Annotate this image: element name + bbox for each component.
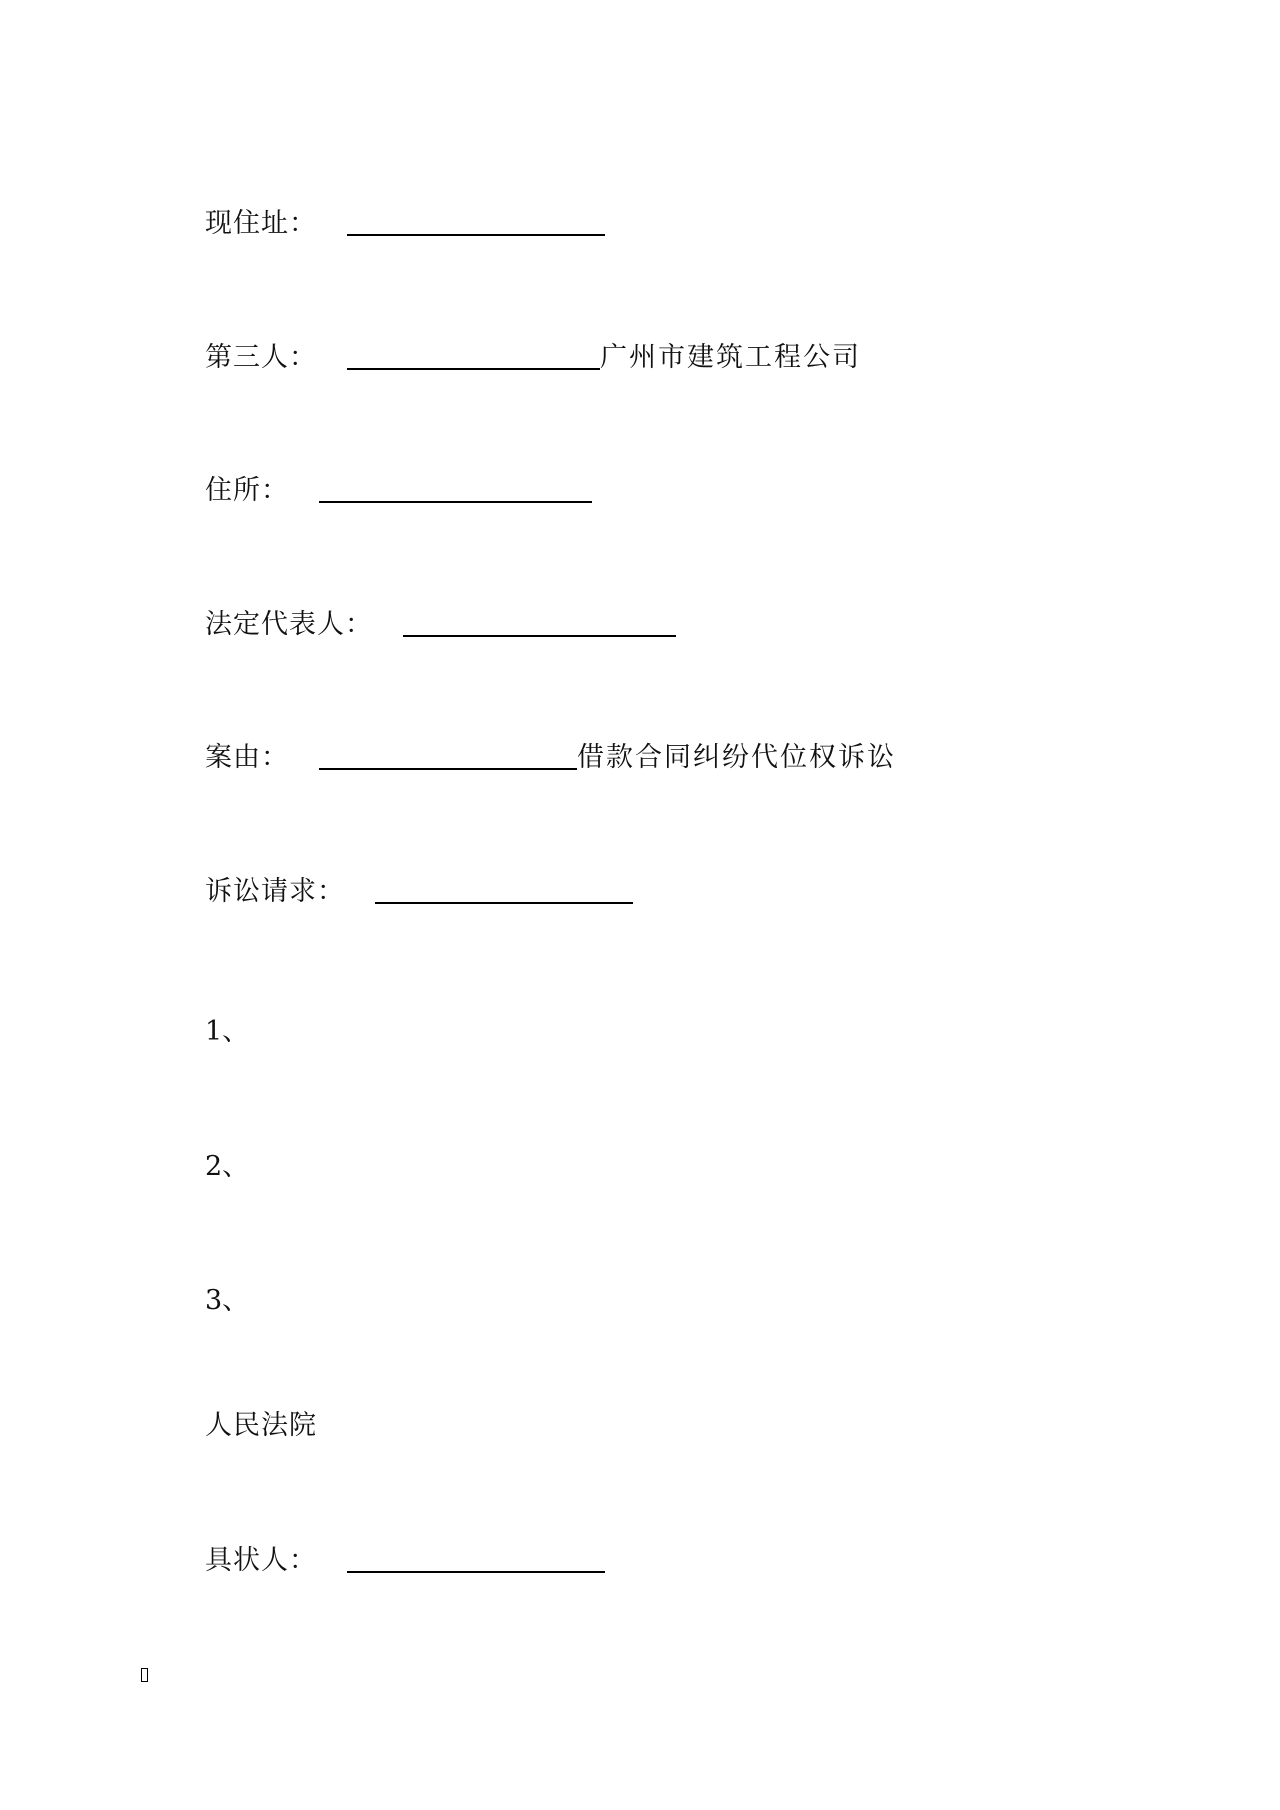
- claims-label: 诉讼请求：: [205, 876, 345, 907]
- domicile-label: 住所：: [205, 475, 289, 506]
- cause-of-action-blank[interactable]: [319, 768, 577, 770]
- third-party-value: 广州市建筑工程公司: [600, 342, 861, 373]
- plaintiff-signature-row: [205, 1537, 605, 1577]
- legal-representative-blank[interactable]: [403, 635, 676, 637]
- third-party-blank[interactable]: [347, 368, 600, 370]
- plaintiff-signature-blank[interactable]: [347, 1571, 605, 1573]
- court-row: [205, 1402, 317, 1442]
- claim-item-3: 3、: [205, 1285, 250, 1316]
- cause-of-action-label: 案由：: [205, 742, 289, 773]
- domicile-row: [205, 467, 592, 507]
- current-address-label: 现住址：: [205, 208, 317, 239]
- cause-of-action-value: 借款合同纠纷代位权诉讼: [577, 742, 896, 773]
- legal-representative-label: 法定代表人：: [205, 609, 373, 640]
- current-address-row: [205, 200, 605, 240]
- third-party-row: [205, 334, 861, 374]
- domicile-blank[interactable]: [319, 501, 592, 503]
- claim-item-1: 1、: [205, 1016, 250, 1047]
- page-marker-icon: [141, 1668, 148, 1682]
- legal-representative-row: [205, 601, 676, 641]
- plaintiff-signature-label: 具状人：: [205, 1545, 317, 1576]
- claims-row: [205, 868, 633, 908]
- court-name: 人民法院: [205, 1410, 317, 1441]
- claims-blank[interactable]: [375, 902, 633, 904]
- claim-item-2: 2、: [205, 1151, 250, 1182]
- cause-of-action-row: [205, 734, 896, 774]
- third-party-label: 第三人：: [205, 342, 317, 373]
- current-address-blank[interactable]: [347, 234, 605, 236]
